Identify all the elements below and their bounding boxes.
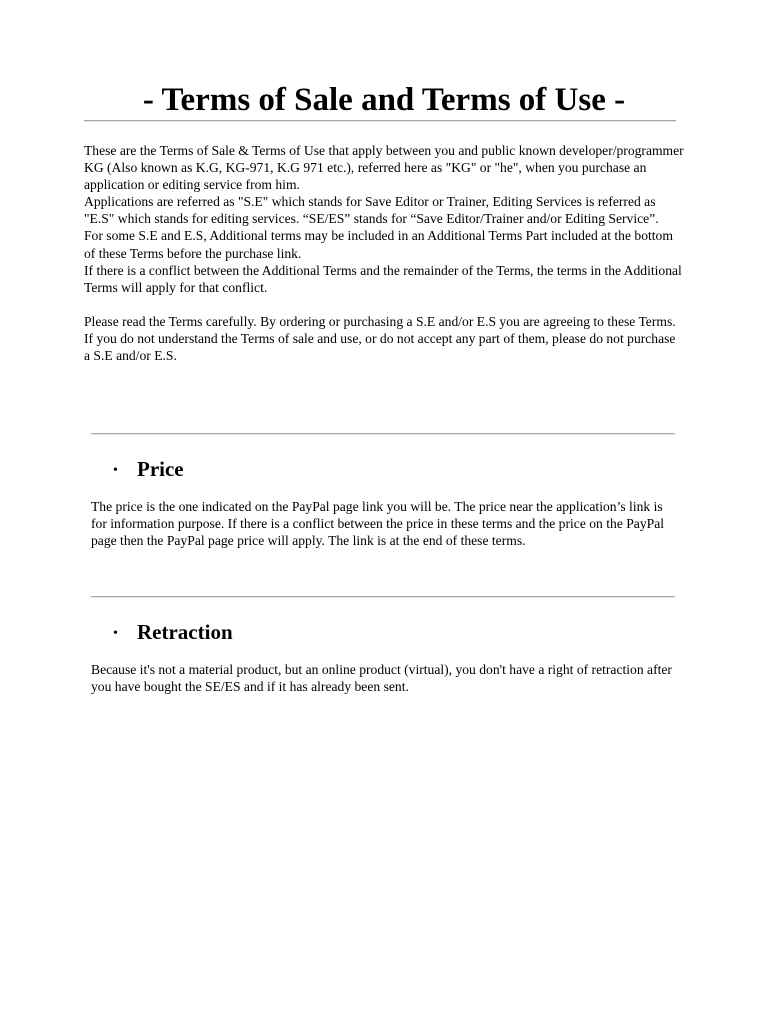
intro-paragraph: If there is a conflict between the Additional Terms and the remainder of the Terms, the terms in the Additional Terms will apply for that conflict. [84,262,682,295]
price-divider [91,433,675,435]
retraction-divider [91,596,675,598]
notice-paragraph: Please read the Terms carefully. By ordering or purchasing a S.E and/or E.S you are agreeing to these Terms. [84,313,676,329]
title-divider [84,120,676,122]
intro-paragraph: Applications are referred as "S.E" which stands for Save Editor or Trainer, Editing Services is referred as "E.S" which stands for editing services. “SE/ES” stands for “Save Editor/Trainer and/or Editing Service”. [84,194,659,227]
bullet-icon: • [113,626,118,642]
intro-paragraph: These are the Terms of Sale & Terms of Use that apply between you and public known developer/programmer KG (Also known as K.G, KG-971, K.G 971 etc.), referred here as "KG" or "he", when you purchase an application or editing service from him. [84,143,684,193]
intro-paragraph: For some S.E and E.S, Additional terms may be included in an Additional Terms Part included at the bottom of these Terms before the purchase link. [84,228,673,261]
paragraph-spacer [84,296,684,313]
price-heading [113,457,184,483]
retraction-section [91,661,691,695]
price-body: The price is the one indicated on the PayPal page link you will be. The price near the application’s link is for information purpose. If there is a conflict between the price in these terms and the price on the PayPal page then the PayPal page price will apply. The link is at the end of these terms. [91,499,665,549]
price-heading-label: Price [137,457,184,481]
retraction-heading [113,620,233,646]
retraction-body: Because it's not a material product, but an online product (virtual), you don't have a right of retraction after you have bought the SE/ES and if it has already been sent. [91,662,672,695]
page-title: - Terms of Sale and Terms of Use - [142,82,626,118]
notice-paragraph: If you do not understand the Terms of sale and use, or do not accept any part of them, please do not purchase a S.E and/or E.S. [84,331,676,364]
price-section [91,498,671,549]
bullet-icon: • [113,463,118,479]
retraction-heading-label: Retraction [137,620,233,644]
intro-section [84,142,684,364]
